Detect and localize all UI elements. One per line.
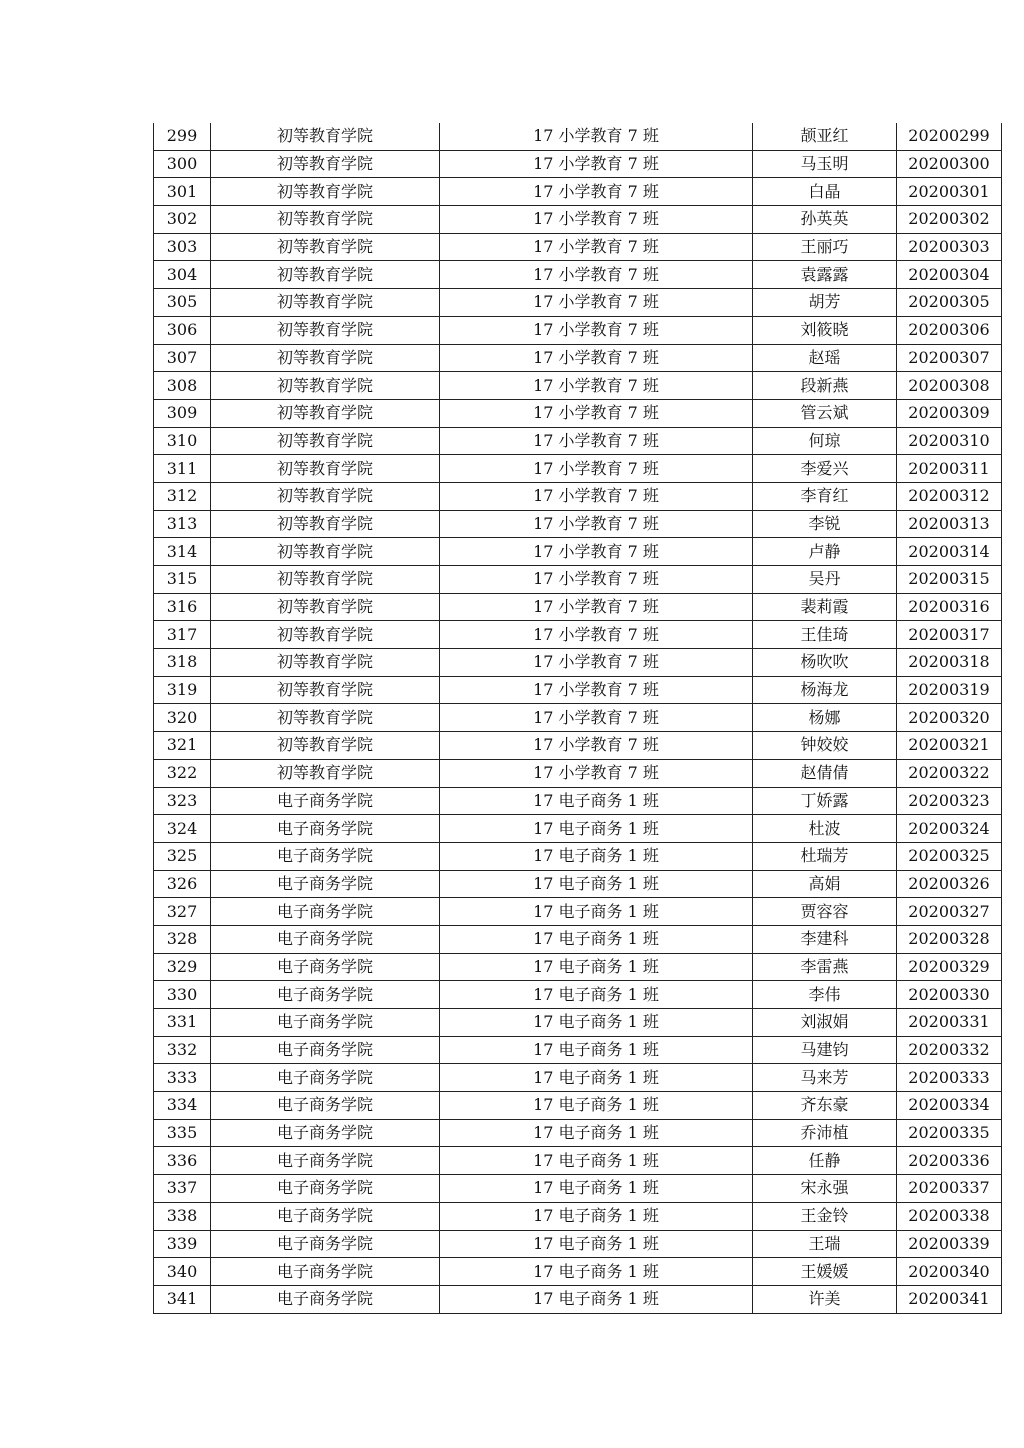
student-name-cell: 赵瑶 [753, 344, 897, 372]
college-cell: 电子商务学院 [211, 925, 440, 953]
college-cell: 电子商务学院 [211, 1175, 440, 1203]
student-id-cell: 20200330 [897, 981, 1002, 1009]
row-number-cell: 302 [154, 206, 211, 234]
class-cell: 17 小学教育 7 班 [440, 566, 753, 594]
row-number-cell: 340 [154, 1258, 211, 1286]
student-id-cell: 20200317 [897, 621, 1002, 649]
table-row [154, 1258, 1002, 1286]
student-id-cell: 20200327 [897, 898, 1002, 926]
row-number-cell: 320 [154, 704, 211, 732]
table-row [154, 178, 1002, 206]
college-cell: 初等教育学院 [211, 261, 440, 289]
class-cell: 17 电子商务 1 班 [440, 1092, 753, 1120]
student-id-cell: 20200315 [897, 566, 1002, 594]
student-id-cell: 20200338 [897, 1202, 1002, 1230]
row-number-cell: 316 [154, 593, 211, 621]
class-cell: 17 电子商务 1 班 [440, 1175, 753, 1203]
class-cell: 17 电子商务 1 班 [440, 1119, 753, 1147]
table-row [154, 566, 1002, 594]
college-cell: 初等教育学院 [211, 178, 440, 206]
row-number-cell: 301 [154, 178, 211, 206]
row-number-cell: 328 [154, 925, 211, 953]
table-row [154, 1092, 1002, 1120]
student-name-cell: 白晶 [753, 178, 897, 206]
college-cell: 初等教育学院 [211, 150, 440, 178]
student-name-cell: 丁娇露 [753, 787, 897, 815]
student-name-cell: 刘淑娟 [753, 1009, 897, 1037]
college-cell: 初等教育学院 [211, 732, 440, 760]
table-row [154, 1036, 1002, 1064]
class-cell: 17 电子商务 1 班 [440, 1064, 753, 1092]
row-number-cell: 332 [154, 1036, 211, 1064]
college-cell: 初等教育学院 [211, 399, 440, 427]
table-row [154, 953, 1002, 981]
row-number-cell: 337 [154, 1175, 211, 1203]
student-id-cell: 20200321 [897, 732, 1002, 760]
college-cell: 初等教育学院 [211, 233, 440, 261]
college-cell: 初等教育学院 [211, 482, 440, 510]
student-name-cell: 杨娜 [753, 704, 897, 732]
college-cell: 电子商务学院 [211, 1202, 440, 1230]
student-name-cell: 王瑞 [753, 1230, 897, 1258]
row-number-cell: 304 [154, 261, 211, 289]
class-cell: 17 电子商务 1 班 [440, 1202, 753, 1230]
college-cell: 电子商务学院 [211, 1119, 440, 1147]
row-number-cell: 330 [154, 981, 211, 1009]
student-id-cell: 20200319 [897, 676, 1002, 704]
student-id-cell: 20200308 [897, 372, 1002, 400]
table-row [154, 1064, 1002, 1092]
student-name-cell: 李建科 [753, 925, 897, 953]
student-name-cell: 马建钧 [753, 1036, 897, 1064]
table-row [154, 372, 1002, 400]
row-number-cell: 333 [154, 1064, 211, 1092]
table-row [154, 1202, 1002, 1230]
college-cell: 电子商务学院 [211, 953, 440, 981]
student-name-cell: 管云斌 [753, 399, 897, 427]
row-number-cell: 308 [154, 372, 211, 400]
table-row [154, 621, 1002, 649]
student-id-cell: 20200324 [897, 815, 1002, 843]
table-row [154, 455, 1002, 483]
student-name-cell: 乔沛植 [753, 1119, 897, 1147]
table-row [154, 1009, 1002, 1037]
college-cell: 初等教育学院 [211, 372, 440, 400]
college-cell: 电子商务学院 [211, 1036, 440, 1064]
student-name-cell: 高娟 [753, 870, 897, 898]
student-id-cell: 20200303 [897, 233, 1002, 261]
student-name-cell: 王媛媛 [753, 1258, 897, 1286]
table-row [154, 676, 1002, 704]
student-name-cell: 颉亚红 [753, 123, 897, 150]
row-number-cell: 329 [154, 953, 211, 981]
student-name-cell: 钟姣姣 [753, 732, 897, 760]
student-name-cell: 李雷燕 [753, 953, 897, 981]
class-cell: 17 小学教育 7 班 [440, 206, 753, 234]
class-cell: 17 小学教育 7 班 [440, 649, 753, 677]
college-cell: 电子商务学院 [211, 898, 440, 926]
class-cell: 17 小学教育 7 班 [440, 482, 753, 510]
row-number-cell: 319 [154, 676, 211, 704]
student-id-cell: 20200333 [897, 1064, 1002, 1092]
row-number-cell: 307 [154, 344, 211, 372]
student-name-cell: 袁露露 [753, 261, 897, 289]
row-number-cell: 321 [154, 732, 211, 760]
table-row [154, 482, 1002, 510]
table-row [154, 787, 1002, 815]
student-name-cell: 马玉明 [753, 150, 897, 178]
college-cell: 电子商务学院 [211, 1092, 440, 1120]
student-id-cell: 20200329 [897, 953, 1002, 981]
table-row [154, 981, 1002, 1009]
student-name-cell: 李锐 [753, 510, 897, 538]
student-id-cell: 20200314 [897, 538, 1002, 566]
row-number-cell: 324 [154, 815, 211, 843]
class-cell: 17 电子商务 1 班 [440, 842, 753, 870]
student-id-cell: 20200301 [897, 178, 1002, 206]
college-cell: 初等教育学院 [211, 566, 440, 594]
student-name-cell: 王金铃 [753, 1202, 897, 1230]
row-number-cell: 313 [154, 510, 211, 538]
student-name-cell: 任静 [753, 1147, 897, 1175]
row-number-cell: 336 [154, 1147, 211, 1175]
class-cell: 17 电子商务 1 班 [440, 953, 753, 981]
college-cell: 电子商务学院 [211, 981, 440, 1009]
college-cell: 电子商务学院 [211, 1147, 440, 1175]
table-row [154, 316, 1002, 344]
student-name-cell: 王丽巧 [753, 233, 897, 261]
class-cell: 17 电子商务 1 班 [440, 815, 753, 843]
student-name-cell: 齐东豪 [753, 1092, 897, 1120]
student-name-cell: 杨海龙 [753, 676, 897, 704]
class-cell: 17 小学教育 7 班 [440, 759, 753, 787]
class-cell: 17 小学教育 7 班 [440, 233, 753, 261]
class-cell: 17 小学教育 7 班 [440, 399, 753, 427]
table-row [154, 649, 1002, 677]
class-cell: 17 小学教育 7 班 [440, 427, 753, 455]
college-cell: 电子商务学院 [211, 1230, 440, 1258]
table-row [154, 593, 1002, 621]
student-id-cell: 20200326 [897, 870, 1002, 898]
table-row [154, 732, 1002, 760]
student-id-cell: 20200307 [897, 344, 1002, 372]
college-cell: 电子商务学院 [211, 1009, 440, 1037]
student-name-cell: 刘筱晓 [753, 316, 897, 344]
student-name-cell: 李爱兴 [753, 455, 897, 483]
student-id-cell: 20200336 [897, 1147, 1002, 1175]
student-id-cell: 20200312 [897, 482, 1002, 510]
table-row [154, 538, 1002, 566]
table-row [154, 510, 1002, 538]
student-id-cell: 20200331 [897, 1009, 1002, 1037]
college-cell: 初等教育学院 [211, 206, 440, 234]
student-id-cell: 20200306 [897, 316, 1002, 344]
student-id-cell: 20200339 [897, 1230, 1002, 1258]
table-row [154, 1119, 1002, 1147]
table-row [154, 925, 1002, 953]
class-cell: 17 小学教育 7 班 [440, 621, 753, 649]
student-name-cell: 许美 [753, 1285, 897, 1313]
college-cell: 初等教育学院 [211, 455, 440, 483]
class-cell: 17 电子商务 1 班 [440, 981, 753, 1009]
class-cell: 17 电子商务 1 班 [440, 1009, 753, 1037]
row-number-cell: 314 [154, 538, 211, 566]
row-number-cell: 327 [154, 898, 211, 926]
college-cell: 电子商务学院 [211, 870, 440, 898]
student-id-cell: 20200335 [897, 1119, 1002, 1147]
class-cell: 17 小学教育 7 班 [440, 261, 753, 289]
college-cell: 电子商务学院 [211, 842, 440, 870]
class-cell: 17 电子商务 1 班 [440, 787, 753, 815]
college-cell: 初等教育学院 [211, 289, 440, 317]
student-id-cell: 20200302 [897, 206, 1002, 234]
row-number-cell: 303 [154, 233, 211, 261]
college-cell: 初等教育学院 [211, 649, 440, 677]
student-id-cell: 20200334 [897, 1092, 1002, 1120]
class-cell: 17 小学教育 7 班 [440, 344, 753, 372]
student-id-cell: 20200310 [897, 427, 1002, 455]
row-number-cell: 305 [154, 289, 211, 317]
class-cell: 17 电子商务 1 班 [440, 1258, 753, 1286]
table-row [154, 427, 1002, 455]
student-name-cell: 裴莉霞 [753, 593, 897, 621]
student-id-cell: 20200316 [897, 593, 1002, 621]
table-row [154, 1285, 1002, 1313]
student-name-cell: 赵倩倩 [753, 759, 897, 787]
student-id-cell: 20200300 [897, 150, 1002, 178]
row-number-cell: 306 [154, 316, 211, 344]
table-row [154, 289, 1002, 317]
student-name-cell: 孙英英 [753, 206, 897, 234]
college-cell: 初等教育学院 [211, 538, 440, 566]
student-name-cell: 段新燕 [753, 372, 897, 400]
class-cell: 17 小学教育 7 班 [440, 704, 753, 732]
class-cell: 17 电子商务 1 班 [440, 870, 753, 898]
table-row [154, 261, 1002, 289]
row-number-cell: 326 [154, 870, 211, 898]
college-cell: 电子商务学院 [211, 815, 440, 843]
row-number-cell: 334 [154, 1092, 211, 1120]
college-cell: 初等教育学院 [211, 621, 440, 649]
row-number-cell: 339 [154, 1230, 211, 1258]
student-name-cell: 李伟 [753, 981, 897, 1009]
student-name-cell: 马来芳 [753, 1064, 897, 1092]
class-cell: 17 小学教育 7 班 [440, 123, 753, 150]
student-id-cell: 20200322 [897, 759, 1002, 787]
table-row [154, 123, 1002, 150]
student-roster-table [153, 123, 1002, 1314]
row-number-cell: 318 [154, 649, 211, 677]
student-id-cell: 20200309 [897, 399, 1002, 427]
table-row [154, 1175, 1002, 1203]
student-id-cell: 20200328 [897, 925, 1002, 953]
student-name-cell: 胡芳 [753, 289, 897, 317]
student-id-cell: 20200305 [897, 289, 1002, 317]
row-number-cell: 331 [154, 1009, 211, 1037]
student-id-cell: 20200323 [897, 787, 1002, 815]
class-cell: 17 小学教育 7 班 [440, 455, 753, 483]
row-number-cell: 322 [154, 759, 211, 787]
student-id-cell: 20200341 [897, 1285, 1002, 1313]
college-cell: 初等教育学院 [211, 344, 440, 372]
student-id-cell: 20200332 [897, 1036, 1002, 1064]
row-number-cell: 341 [154, 1285, 211, 1313]
class-cell: 17 小学教育 7 班 [440, 732, 753, 760]
student-name-cell: 王佳琦 [753, 621, 897, 649]
student-name-cell: 贾容容 [753, 898, 897, 926]
table-row [154, 704, 1002, 732]
table-row [154, 759, 1002, 787]
college-cell: 电子商务学院 [211, 1064, 440, 1092]
college-cell: 初等教育学院 [211, 593, 440, 621]
class-cell: 17 电子商务 1 班 [440, 1036, 753, 1064]
college-cell: 电子商务学院 [211, 1285, 440, 1313]
student-id-cell: 20200337 [897, 1175, 1002, 1203]
class-cell: 17 小学教育 7 班 [440, 316, 753, 344]
table-row [154, 344, 1002, 372]
student-name-cell: 杜瑞芳 [753, 842, 897, 870]
class-cell: 17 小学教育 7 班 [440, 510, 753, 538]
class-cell: 17 小学教育 7 班 [440, 538, 753, 566]
college-cell: 电子商务学院 [211, 1258, 440, 1286]
student-id-cell: 20200325 [897, 842, 1002, 870]
table-row [154, 842, 1002, 870]
class-cell: 17 小学教育 7 班 [440, 676, 753, 704]
table-row [154, 206, 1002, 234]
student-id-cell: 20200304 [897, 261, 1002, 289]
table-row [154, 870, 1002, 898]
student-name-cell: 李育红 [753, 482, 897, 510]
college-cell: 初等教育学院 [211, 123, 440, 150]
row-number-cell: 325 [154, 842, 211, 870]
student-name-cell: 杜波 [753, 815, 897, 843]
student-id-cell: 20200313 [897, 510, 1002, 538]
student-name-cell: 宋永强 [753, 1175, 897, 1203]
student-id-cell: 20200299 [897, 123, 1002, 150]
row-number-cell: 312 [154, 482, 211, 510]
table-row [154, 815, 1002, 843]
student-id-cell: 20200320 [897, 704, 1002, 732]
row-number-cell: 317 [154, 621, 211, 649]
class-cell: 17 小学教育 7 班 [440, 150, 753, 178]
student-name-cell: 吴丹 [753, 566, 897, 594]
student-id-cell: 20200311 [897, 455, 1002, 483]
row-number-cell: 309 [154, 399, 211, 427]
class-cell: 17 电子商务 1 班 [440, 898, 753, 926]
college-cell: 电子商务学院 [211, 787, 440, 815]
college-cell: 初等教育学院 [211, 704, 440, 732]
college-cell: 初等教育学院 [211, 759, 440, 787]
row-number-cell: 299 [154, 123, 211, 150]
student-name-cell: 杨吹吹 [753, 649, 897, 677]
student-id-cell: 20200340 [897, 1258, 1002, 1286]
table-row [154, 233, 1002, 261]
row-number-cell: 310 [154, 427, 211, 455]
row-number-cell: 315 [154, 566, 211, 594]
college-cell: 初等教育学院 [211, 316, 440, 344]
class-cell: 17 电子商务 1 班 [440, 1285, 753, 1313]
table-row [154, 1230, 1002, 1258]
row-number-cell: 335 [154, 1119, 211, 1147]
class-cell: 17 电子商务 1 班 [440, 1230, 753, 1258]
class-cell: 17 小学教育 7 班 [440, 372, 753, 400]
college-cell: 初等教育学院 [211, 510, 440, 538]
table-row [154, 150, 1002, 178]
class-cell: 17 电子商务 1 班 [440, 925, 753, 953]
class-cell: 17 小学教育 7 班 [440, 289, 753, 317]
student-id-cell: 20200318 [897, 649, 1002, 677]
table-row [154, 399, 1002, 427]
college-cell: 初等教育学院 [211, 427, 440, 455]
college-cell: 初等教育学院 [211, 676, 440, 704]
row-number-cell: 338 [154, 1202, 211, 1230]
row-number-cell: 300 [154, 150, 211, 178]
table-row [154, 898, 1002, 926]
class-cell: 17 小学教育 7 班 [440, 593, 753, 621]
row-number-cell: 311 [154, 455, 211, 483]
class-cell: 17 小学教育 7 班 [440, 178, 753, 206]
table-row [154, 1147, 1002, 1175]
student-name-cell: 何琼 [753, 427, 897, 455]
roster-table-body [154, 123, 1002, 1313]
class-cell: 17 电子商务 1 班 [440, 1147, 753, 1175]
row-number-cell: 323 [154, 787, 211, 815]
student-name-cell: 卢静 [753, 538, 897, 566]
